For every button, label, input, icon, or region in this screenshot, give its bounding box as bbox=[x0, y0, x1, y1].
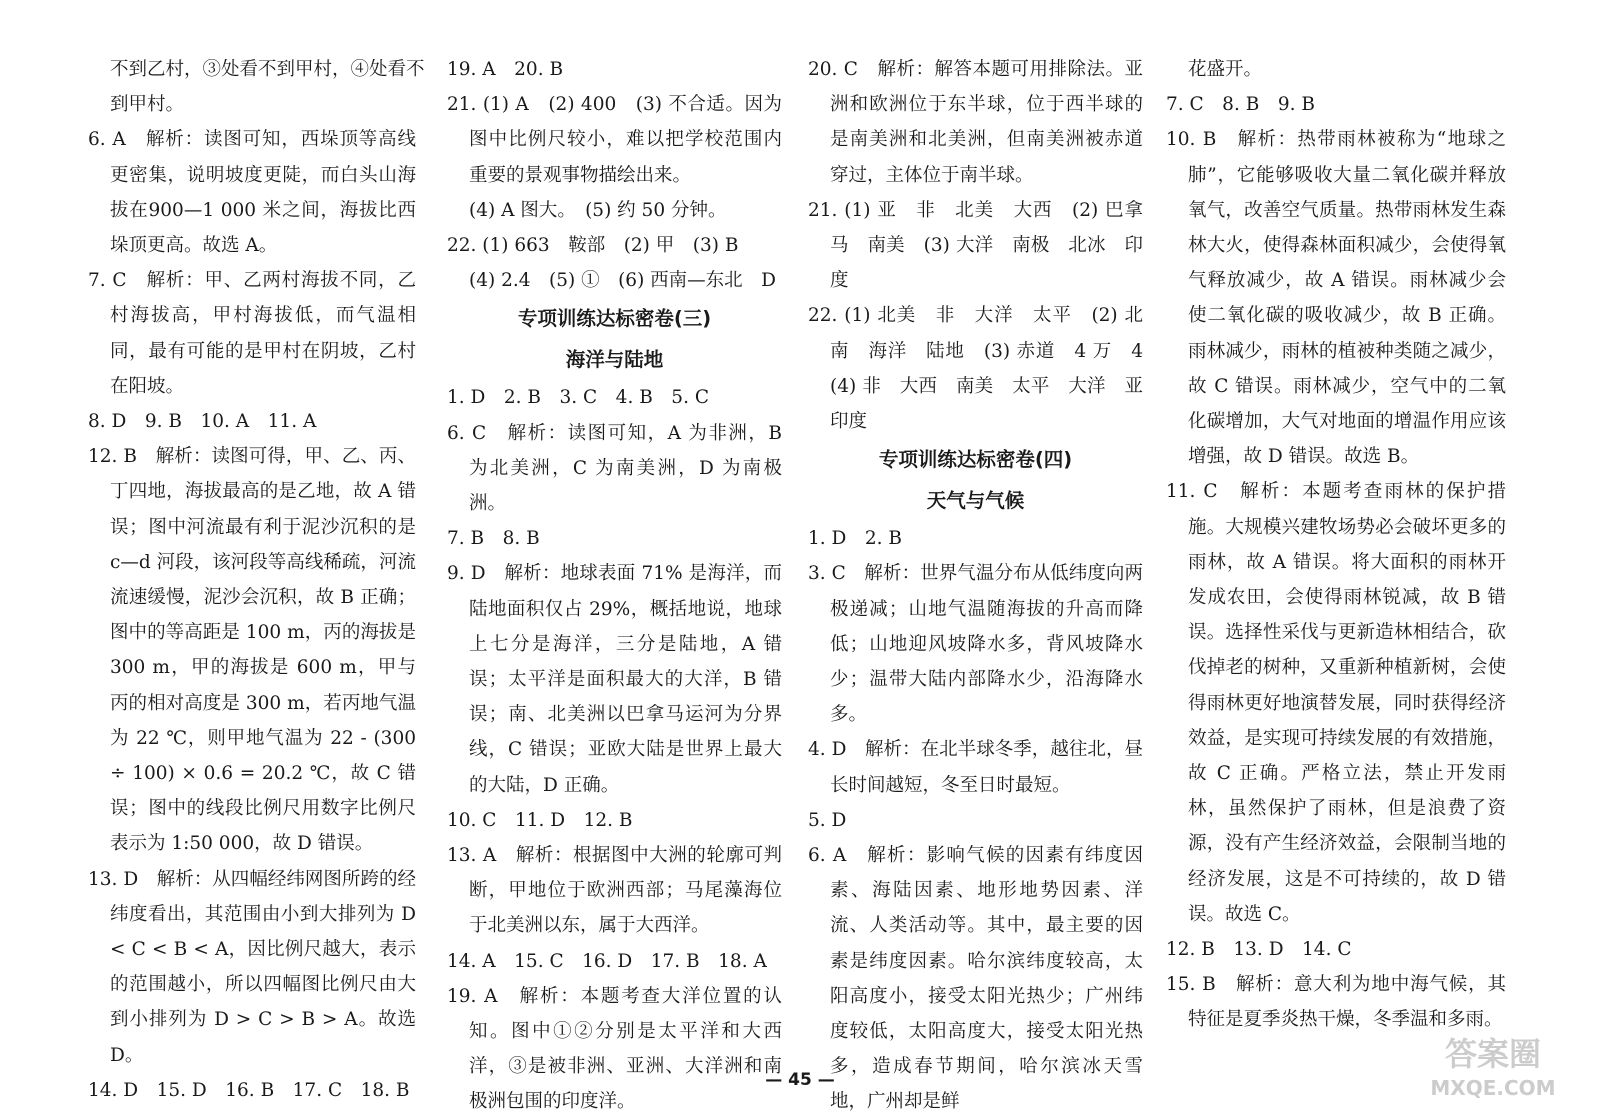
answer-items-10-12: 10. C 11. D 12. B bbox=[447, 809, 633, 831]
answer-item-10: 10. B 解析：热带雨林被称为“地球之肺”，它能够吸收大量二氧化碳并释放氧气，改善空气质量。热带雨林发生森林大火，使得森林面积减少，会使得氧气释放减少，故 A 错误。雨林减少会使二氧化碳的吸收减少，故 B 正确。雨林减少，雨林的植被种类随之减少，故 C 错误。雨林减少，空气中的二氧化碳增加，大气对地面的增温作用应该增强，故 D 错误。故选 B。 bbox=[1166, 129, 1506, 468]
section-subheading: 天气与气候 bbox=[926, 489, 1025, 513]
answer-continuation: 到甲村。 bbox=[110, 94, 185, 116]
answer-item-6: 6. A 解析：影响气候的因素有纬度因素、海陆因素、地形地势因素、洋流、人类活动等。其中，最主要的因素是纬度因素。哈尔滨纬度较高，太阳高度小，接受太阳光热少；广州纬度较低，太阳高度大，接受太阳光热多，造成春节期间，哈尔滨冰天雪地，广州却是鲜 bbox=[808, 845, 1143, 1113]
answer-items-1-2: 1. D 2. B bbox=[808, 528, 902, 550]
answer-continuation: 花盛开。 bbox=[1188, 59, 1263, 80]
section-heading: 专项训练达标密卷(三) bbox=[517, 307, 712, 331]
answer-item-22: 22. (1) 北美 非 大洋 太平 (2) 北 南 海洋 陆地 (3) 赤道 4 万 4 (4) 非 大西 南美 太平 大洋 亚 印度 bbox=[808, 305, 1162, 433]
answer-item-19: 19. A 解析：本题考查大洋位置的认知。图中①②分别是太平洋和大西洋，③是被非洲、亚洲、大洋洲和南极洲包围的印度洋。 bbox=[447, 985, 782, 1113]
answer-item-9: 9. D 解析：地球表面 71% 是海洋，而陆地面积仅占 29%，概括地说，地球上七分是海洋，三分是陆地，A 错误；太平洋是面积最大的大洋，B 错误；南、北美洲以巴拿马运河为分界线，C 错误；亚欧大陆是世界上最大的大陆，D 正确。 bbox=[447, 563, 782, 796]
answer-item-15: 15. B 解析：意大利为地中海气候，其特征是夏季炎热干燥，冬季温和多雨。 bbox=[1166, 974, 1506, 1031]
section-heading: 专项训练达标密卷(四) bbox=[878, 448, 1073, 472]
answer-item-12: 12. B 解析：读图可得，甲、乙、丙、丁四地，海拔最高的是乙地，故 A 错误；图中河流最有利于泥沙沉积的是 c—d 河段，该河段等高线稀疏，河流流速缓慢，泥沙会沉积，故 B 正确；图中的等高距是 100 m，丙的海拔是 300 m，甲的海拔是 600 m，甲与丙的相对高度是 300 m，若丙地气温为 22 ℃，则甲地气温为 22 - (300 ÷ 100) × 0.6 = 20.2 ℃，故 C 错误；图中的线段比例尺用数字比例尺表示为 1:50 000，故 D 错误。 bbox=[88, 446, 416, 855]
answer-items-12-14: 12. B 13. D 14. C bbox=[1166, 939, 1352, 961]
column-2 bbox=[447, 52, 782, 1120]
answer-item-3: 3. C 解析：世界气温分布从低纬度向两极递减；山地气温随海拔的升高而降低；山地迎风坡降水多，背风坡降水少；温带大陆内部降水少，沿海降水多。 bbox=[808, 563, 1143, 726]
answer-items-7-9: 7. C 8. B 9. B bbox=[1166, 94, 1315, 116]
section-subheading: 海洋与陆地 bbox=[565, 348, 664, 372]
answer-item-13: 13. D 解析：从四幅经纬网图所跨的经纬度看出，其范围由小到大排列为 D < C < B < A，因比例尺越大，表示的范围越小，所以四幅图比例尺由大到小排列为 D > C > B > A。故选 D。 bbox=[88, 868, 416, 1066]
column-1 bbox=[88, 52, 425, 1108]
answer-items-1-5: 1. D 2. B 3. C 4. B 5. C bbox=[447, 387, 709, 409]
answer-items-19-20: 19. A 20. B bbox=[447, 59, 564, 80]
answer-item-22-part: (4) 2.4 (5) ① (6) 西南—东北 D bbox=[469, 270, 777, 292]
answer-items-8-11: 8. D 9. B 10. A 11. A bbox=[88, 411, 317, 433]
column-4 bbox=[1166, 52, 1506, 1038]
answer-item-5: 5. D bbox=[808, 809, 847, 831]
answer-item-6: 6. C 解析：读图可知，A 为非洲，B 为北美洲，C 为南美洲，D 为南极洲。 bbox=[447, 422, 782, 515]
answer-items-14-18: 14. D 15. D 16. B 17. C 18. B bbox=[88, 1079, 410, 1101]
page-number: — 45 — bbox=[765, 1070, 835, 1090]
answer-item-11: 11. C 解析：本题考查雨林的保护措施。大规模兴建牧场势必会破坏更多的雨林，故 A 错误。将大面积的雨林开发成农田，会使得雨林锐减，故 B 错误。选择性采伐与更新造林相结合，砍伐掉老的树种，又重新种植新树，会使得雨林更好地演替发展，同时获得经济效益，是实现可持续发展的有效措施，故 C 正确。严格立法，禁止开发雨林，虽然保护了雨林，但是浪费了资源，没有产生经济效益，会限制当地的经济发展，这是不可持续的，故 D 错误。故选 C。 bbox=[1166, 481, 1506, 925]
answer-item-21-part: (4) A 图大。 (5) 约 50 分钟。 bbox=[469, 199, 727, 221]
column-3 bbox=[808, 52, 1162, 1120]
answer-items-14-18: 14. A 15. C 16. D 17. B 18. A bbox=[447, 950, 767, 972]
answer-item-21: 21. (1) A (2) 400 (3) 不合适。因为图中比例尺较小，难以把学校范围内重要的景观事物描绘出来。 bbox=[447, 94, 782, 186]
answer-item-22: 22. (1) 663 鞍部 (2) 甲 (3) B bbox=[447, 235, 739, 257]
watermark-text-2: MXQE.COM bbox=[1430, 1076, 1556, 1100]
answer-item-6: 6. A 解析：读图可知，西垛顶等高线更密集，说明坡度更陡，而白头山海拔在900—1 000 米之间，海拔比西垛顶更高。故选 A。 bbox=[88, 129, 416, 257]
answer-item-4: 4. D 解析：在北半球冬季，越往北，昼长时间越短，冬至日时最短。 bbox=[808, 739, 1143, 796]
watermark-logo bbox=[1414, 1025, 1572, 1103]
answer-continuation: 不到乙村，③处看不到甲村，④处看不 bbox=[110, 59, 425, 80]
answer-item-13: 13. A 解析：根据图中大洲的轮廓可判断，甲地位于欧洲西部；马尾藻海位于北美洲以东，属于大西洋。 bbox=[447, 845, 782, 937]
watermark-text-1: 答案圈 bbox=[1444, 1035, 1542, 1073]
answer-item-20: 20. C 解析：解答本题可用排除法。亚洲和欧洲位于东半球，位于西半球的是南美洲和北美洲，但南美洲被赤道穿过，主体位于南半球。 bbox=[808, 59, 1143, 186]
answer-item-21: 21. (1) 亚 非 北美 大西 (2) 巴拿马 南美 (3) 大洋 南极 北冰 印度 bbox=[808, 199, 1143, 292]
answer-item-7: 7. C 解析：甲、乙两村海拔不同，乙村海拔高，甲村海拔低，而气温相同，最有可能的是甲村在阴坡，乙村在阳坡。 bbox=[88, 270, 416, 397]
answer-items-7-8: 7. B 8. B bbox=[447, 528, 540, 550]
